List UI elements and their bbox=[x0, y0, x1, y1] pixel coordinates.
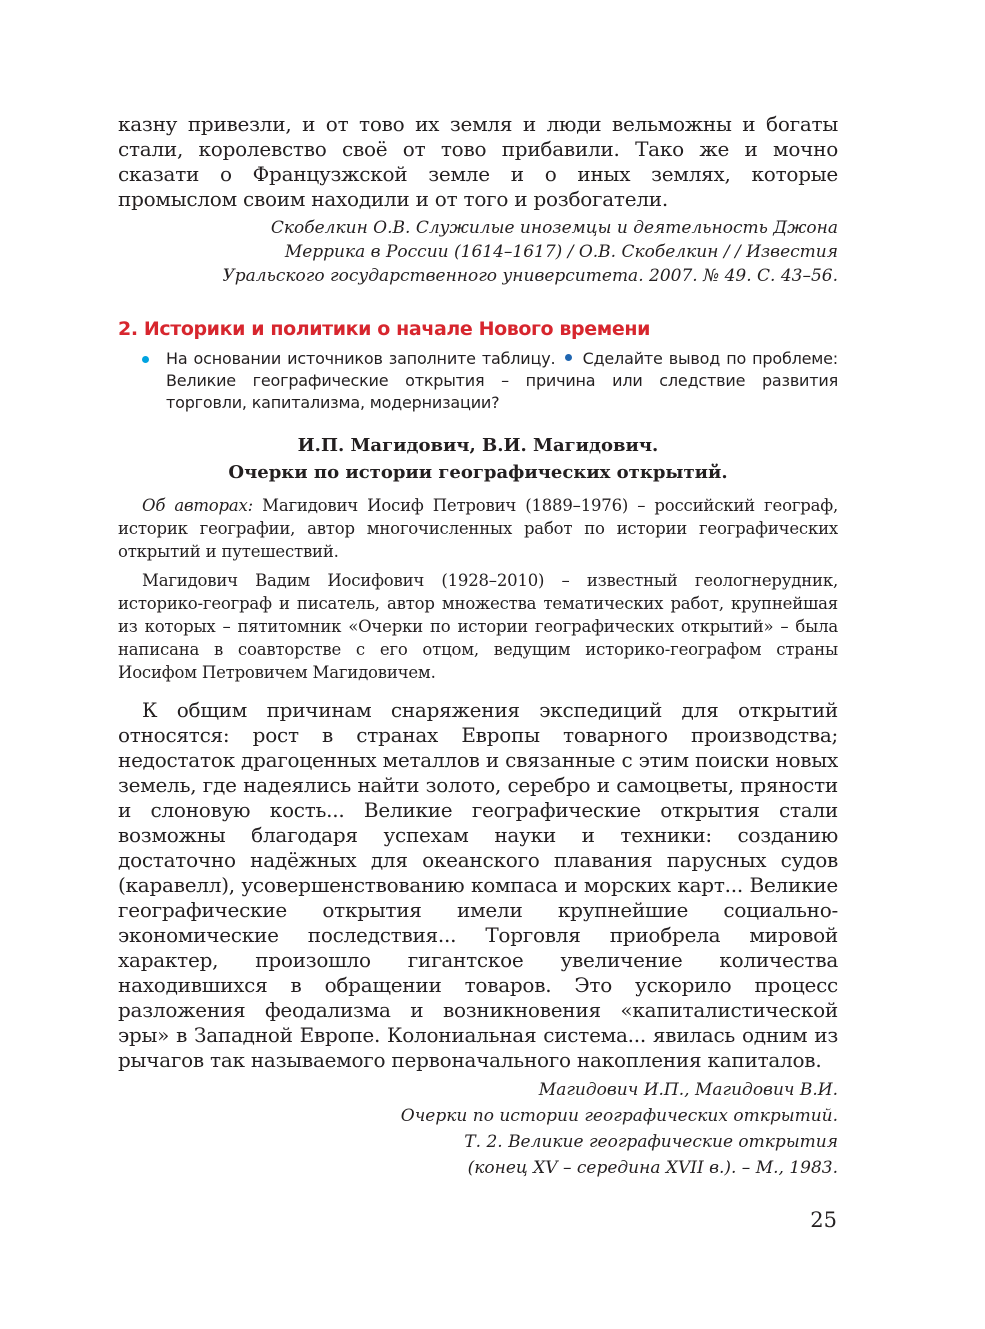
citation-line: (конец XV – середина XVII в.). – М., 1983. bbox=[467, 1158, 838, 1178]
citation-line: Скобелкин О.В. Служилые иноземцы и деятельность Джона bbox=[270, 218, 838, 238]
citation-line: Т. 2. Великие географические открытия bbox=[464, 1132, 838, 1152]
intro-paragraph: казну привезли, и от тово их земля и люди вельможны и богаты стали, королевство своё от тово прибавили. Тако же и мочно сказати о Французжской земле и о иных землях, которые промыслом своим находили и от того и розбогатели. bbox=[118, 112, 838, 211]
citation-skobelkin bbox=[118, 216, 838, 288]
page-number: 25 bbox=[810, 1208, 837, 1232]
citation-line: Очерки по истории географических открытий. bbox=[400, 1106, 838, 1126]
page-content bbox=[118, 112, 838, 1181]
citation-line: Магидович И.П., Магидович В.И. bbox=[538, 1080, 838, 1100]
book-title: Очерки по истории географических открытий. bbox=[228, 462, 728, 483]
task-conclusion: Сделайте вывод по проблеме: Великие географические открытия – причина или следствие развития торговли, капитализма, модернизации? bbox=[166, 349, 839, 412]
task-list bbox=[118, 348, 838, 414]
citation-magidovich bbox=[118, 1077, 838, 1181]
about-author-2: Магидович Вадим Иосифович (1928–2010) – известный геологнерудник, историко-географ и писатель, автор множества тематических работ, крупнейшая из которых – пятитомник «Очерки по истории географических открытий» – была написана в соавторстве с его отцом, ведущим историко-географом страны Иосифом Петровичем Магидовичем. bbox=[118, 571, 838, 682]
book-authors: И.П. Магидович, В.И. Магидович. bbox=[297, 435, 659, 456]
main-quote: К общим причинам снаряжения экспедиций для открытий относятся: рост в странах Европы товарного производства; недостаток драгоценных металлов и связанные с этим поиски новых земель, где надеялись найти золото, серебро и самоцветы, пряности и слоновую кость... Великие географические открытия стали возможны благодаря успехам науки и техники: созданию достаточно надёжных для океанского плавания парусных судов (каравелл), усовершенствованию компаса и морских карт... Великие географические открытия имели крупнейшие социально-экономические последствия... Торговля приобрела мировой характер, произошло гигантское увеличение количества находившихся в обращении товаров. Это ускорило процесс разложения феодализма и возникновения «капиталистической эры» в Западной Европе. Колониальная система... явилась одним из рычагов так называемого первоначального накопления капиталов. bbox=[118, 698, 838, 1072]
citation-line: Уральского государственного университета. 2007. № 49. С. 43–56. bbox=[222, 266, 838, 286]
bullet-dot-icon bbox=[565, 354, 572, 361]
book-title-block bbox=[118, 432, 838, 486]
bullet-dot-icon bbox=[142, 356, 149, 363]
task-fill-table: На основании источников заполните таблицу. bbox=[166, 349, 556, 368]
citation-line: Меррика в России (1614–1617) / О.В. Скобелкин / / Известия bbox=[284, 242, 838, 262]
about-authors-label: Об авторах: bbox=[142, 496, 254, 515]
section-heading: 2. Историки и политики о начале Нового времени bbox=[118, 318, 650, 340]
about-authors-paragraph bbox=[118, 494, 838, 563]
about-author-1: Магидович Иосиф Петрович (1889–1976) – российский географ, историк географии, автор многочисленных работ по истории географических открытий и путешествий. bbox=[118, 496, 839, 561]
